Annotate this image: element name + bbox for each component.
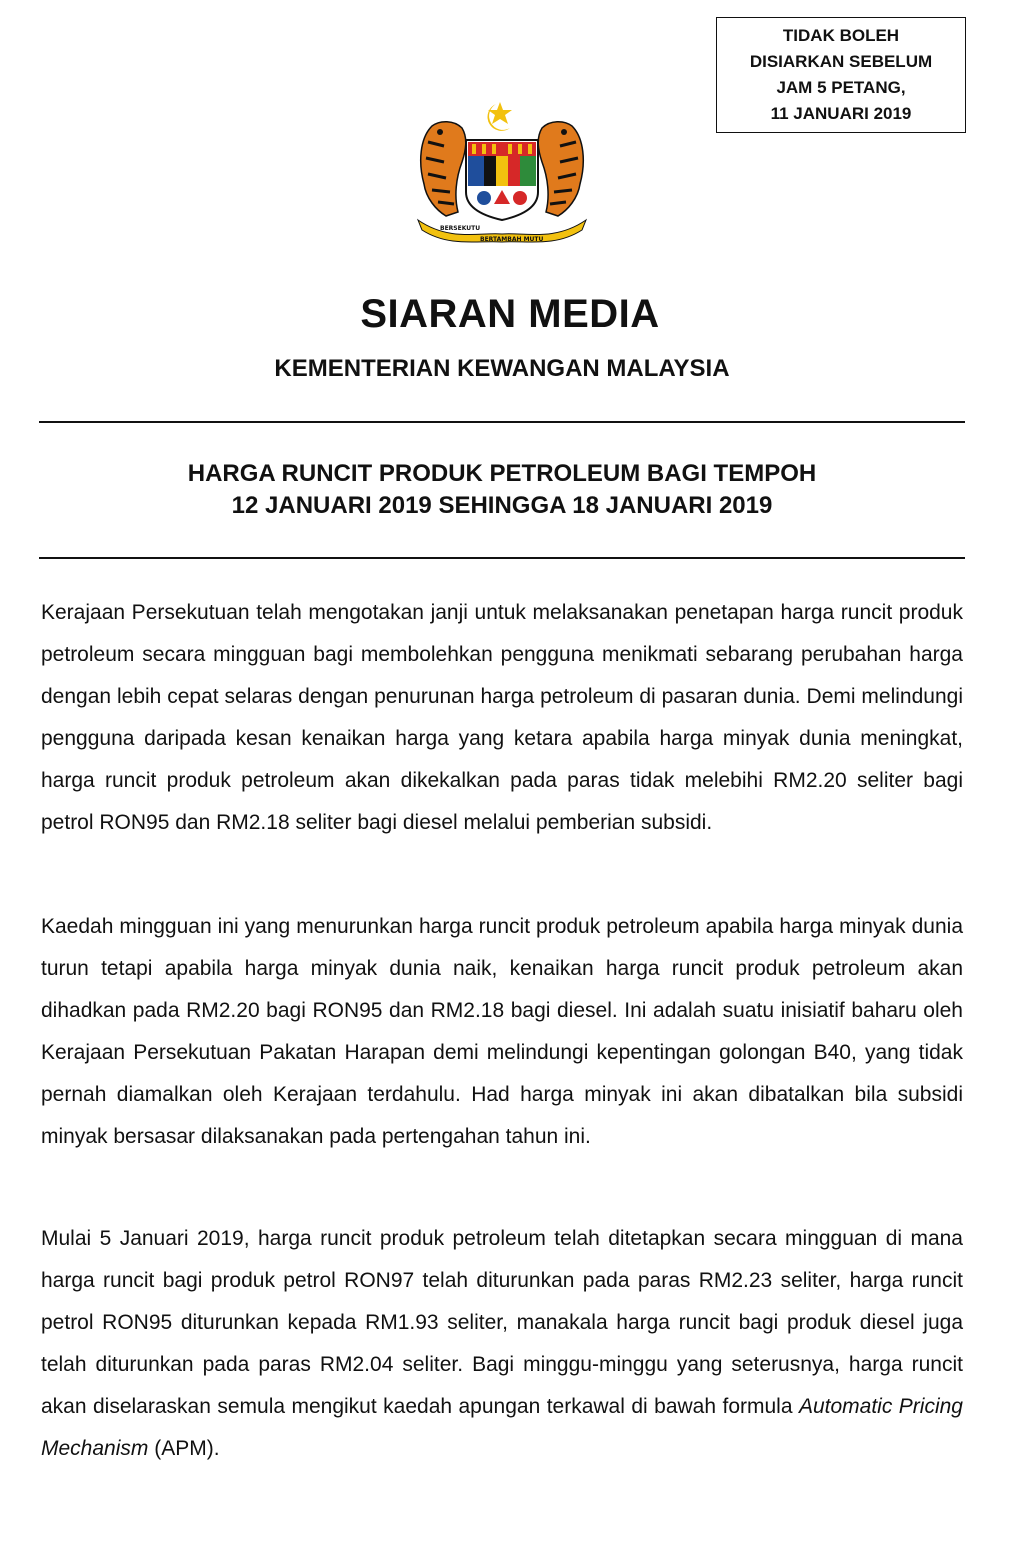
body-paragraph-1: Kerajaan Persekutuan telah mengotakan janji untuk melaksanakan penetapan harga runcit produk petroleum secara mingguan bagi membolehkan pengguna menikmati sebarang perubahan harga dengan lebih cepat selaras dengan penurunan harga petroleum di pasaran dunia. Demi melindungi pengguna daripada kesan kenaikan harga yang ketara apabila harga minyak dunia meningkat, harga runcit produk petroleum akan dikekalkan pada paras tidak melebihi RM2.20 seliter bagi petrol RON95 dan RM2.18 seliter bagi diesel melalui pemberian subsidi. (41, 601, 963, 834)
top-divider (39, 421, 965, 423)
embargo-line-4: 11 JANUARI 2019 (770, 104, 912, 123)
motto-left-text: BERSEKUTU (440, 225, 481, 232)
subject-line-1: HARGA RUNCIT PRODUK PETROLEUM BAGI TEMPOH (187, 460, 817, 487)
body-paragraph-3 (41, 1218, 963, 1470)
bottom-divider (39, 557, 965, 559)
embargo-line-3: JAM 5 PETANG, (776, 78, 906, 97)
malaysia-coat-of-arms-icon (410, 92, 594, 248)
paragraph-3-text: Mulai 5 Januari 2019, harga runcit produk petroleum telah ditetapkan secara mingguan di mana harga runcit bagi produk petrol RON97 telah diturunkan pada paras RM2.23 seliter, harga runcit petrol RON95 diturunkan kepada RM1.93 seliter, manakala harga runcit bagi produk diesel juga telah diturunkan pada paras RM2.04 seliter. Bagi minggu-minggu yang seterusnya, harga runcit akan diselaraskan semula mengikut kaedah apungan terkawal di bawah formula (41, 1227, 963, 1418)
page-title: SIARAN MEDIA (360, 292, 660, 336)
body-paragraph-2: Kaedah mingguan ini yang menurunkan harga runcit produk petroleum apabila harga minyak dunia turun tetapi apabila harga minyak dunia naik, kenaikan harga runcit produk petroleum akan dihadkan pada RM2.20 bagi RON95 dan RM2.18 bagi diesel. Ini adalah suatu inisiatif baharu oleh Kerajaan Persekutuan Pakatan Harapan demi melindungi kepentingan golongan B40, yang tidak pernah diamalkan oleh Kerajaan terdahulu. Had harga minyak ini akan dibatalkan bila subsidi minyak bersasar dilaksanakan pada pertengahan tahun ini. (41, 915, 963, 1148)
paragraph-3-ending: (APM). (148, 1437, 220, 1460)
embargo-line-2: DISIARKAN SEBELUM (749, 52, 933, 71)
press-release-subject (0, 458, 1004, 522)
ministry-name: KEMENTERIAN KEWANGAN MALAYSIA (274, 355, 730, 382)
subject-line-2: 12 JANUARI 2019 SEHINGGA 18 JANUARI 2019 (231, 492, 773, 519)
motto-center-text: BERTAMBAH MUTU (480, 236, 544, 243)
apm-term: Automatic Pricing Mechanism (41, 1395, 963, 1460)
embargo-notice (716, 17, 966, 133)
embargo-line-1: TIDAK BOLEH (782, 26, 900, 45)
